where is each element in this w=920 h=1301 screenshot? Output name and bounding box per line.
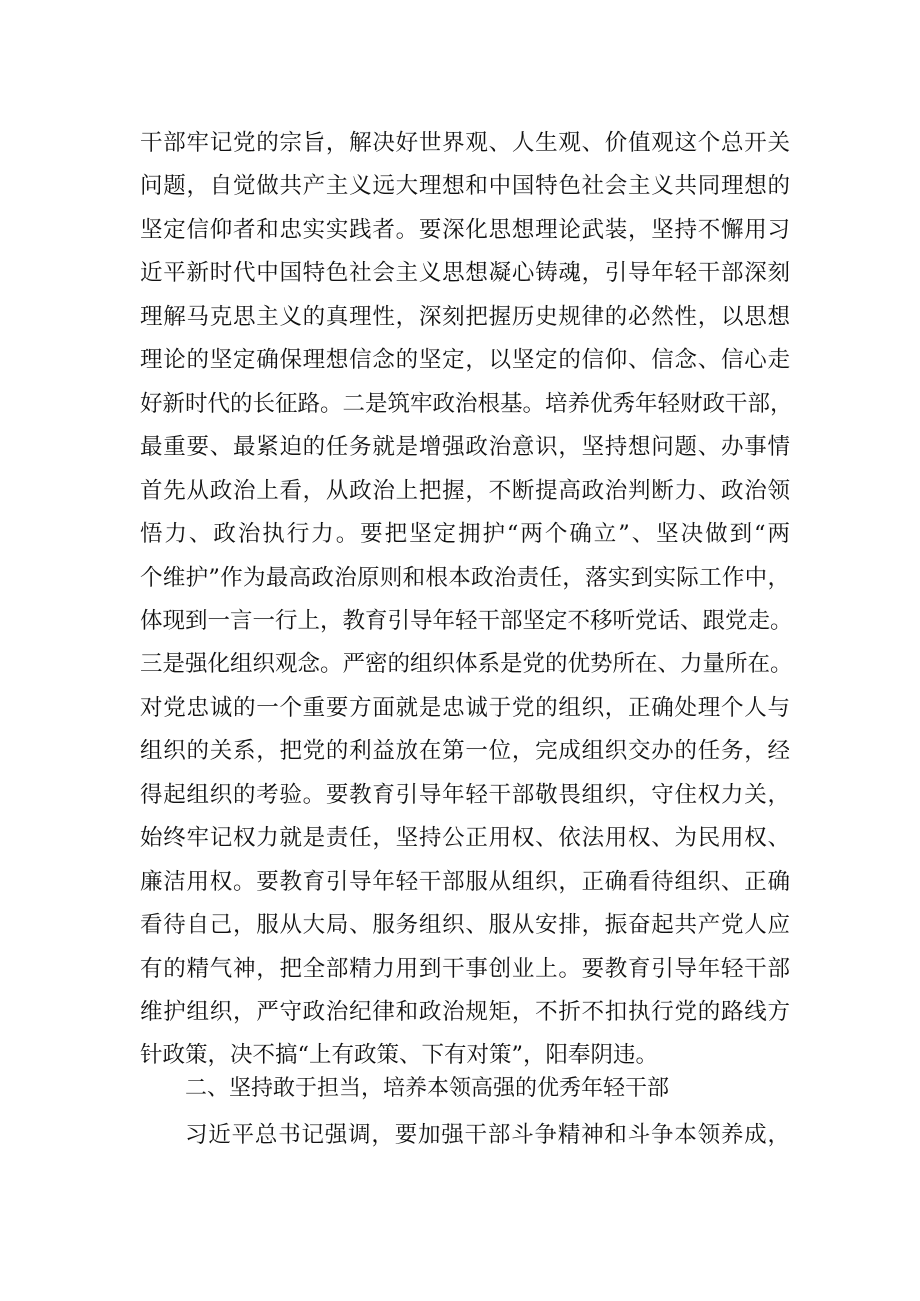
text-line: 问题，自觉做共产主义远大理想和中国特色社会主义共同理想的	[140, 173, 790, 200]
text-line: 三是强化组织观念。严密的组织体系是党的优势所在、力量所在。	[140, 651, 793, 678]
text-line: 廉洁用权。要教育引导年轻干部服从组织，正确看待组织、正确	[140, 868, 790, 895]
text-line: 针政策，决不搞“上有政策、下有对策”，阳奉阴违。	[140, 1042, 659, 1069]
text-line: 首先从政治上看，从政治上把握，不断提高政治判断力、政治领	[140, 477, 790, 504]
text-line: 坚定信仰者和忠实实践者。要深化思想理论武装，坚持不懈用习	[140, 216, 790, 243]
text-line: 近平新时代中国特色社会主义思想凝心铸魂，引导年轻干部深刻	[140, 260, 790, 287]
text-line: 维护组织，严守政治纪律和政治规矩，不折不扣执行党的路线方	[140, 999, 790, 1025]
text-line: 始终牢记权力就是责任，坚持公正用权、依法用权、为民用权、	[140, 825, 790, 852]
section-heading: 二、坚持敢于担当，培养本领高强的优秀年轻干部	[185, 1076, 670, 1101]
text-line: 习近平总书记强调，要加强干部斗争精神和斗争本领养成，	[185, 1122, 790, 1148]
text-line: 有的精气神，把全部精力用到干事创业上。要教育引导年轻干部	[140, 955, 790, 982]
text-line: 个维护”作为最高政治原则和根本政治责任，落实到实际工作中，	[140, 564, 790, 591]
text-line: 好新时代的长征路。二是筑牢政治根基。培养优秀年轻财政干部，	[140, 390, 793, 417]
text-line: 组织的关系，把党的利益放在第一位，完成组织交办的任务，经	[140, 738, 790, 765]
text-line: 理解马克思主义的真理性，深刻把握历史规律的必然性，以思想	[140, 303, 790, 330]
text-line: 悟力、政治执行力。要把坚定拥护“两个确立”、坚决做到“两	[140, 521, 790, 548]
text-line: 理论的坚定确保理想信念的坚定，以坚定的信仰、信念、信心走	[140, 347, 790, 374]
text-line: 得起组织的考验。要教育引导年轻干部敬畏组织，守住权力关，	[140, 781, 790, 808]
text-line: 干部牢记党的宗旨，解决好世界观、人生观、价值观这个总开关	[140, 130, 790, 156]
text-line: 体现到一言一行上，教育引导年轻干部坚定不移听党话、跟党走。	[140, 607, 793, 634]
text-line: 看待自己，服从大局、服务组织、服从安排，振奋起共产党人应	[140, 912, 790, 939]
text-line: 对党忠诚的一个重要方面就是忠诚于党的组织，正确处理个人与	[140, 694, 790, 721]
text-line: 最重要、最紧迫的任务就是增强政治意识，坚持想问题、办事情	[140, 434, 790, 461]
